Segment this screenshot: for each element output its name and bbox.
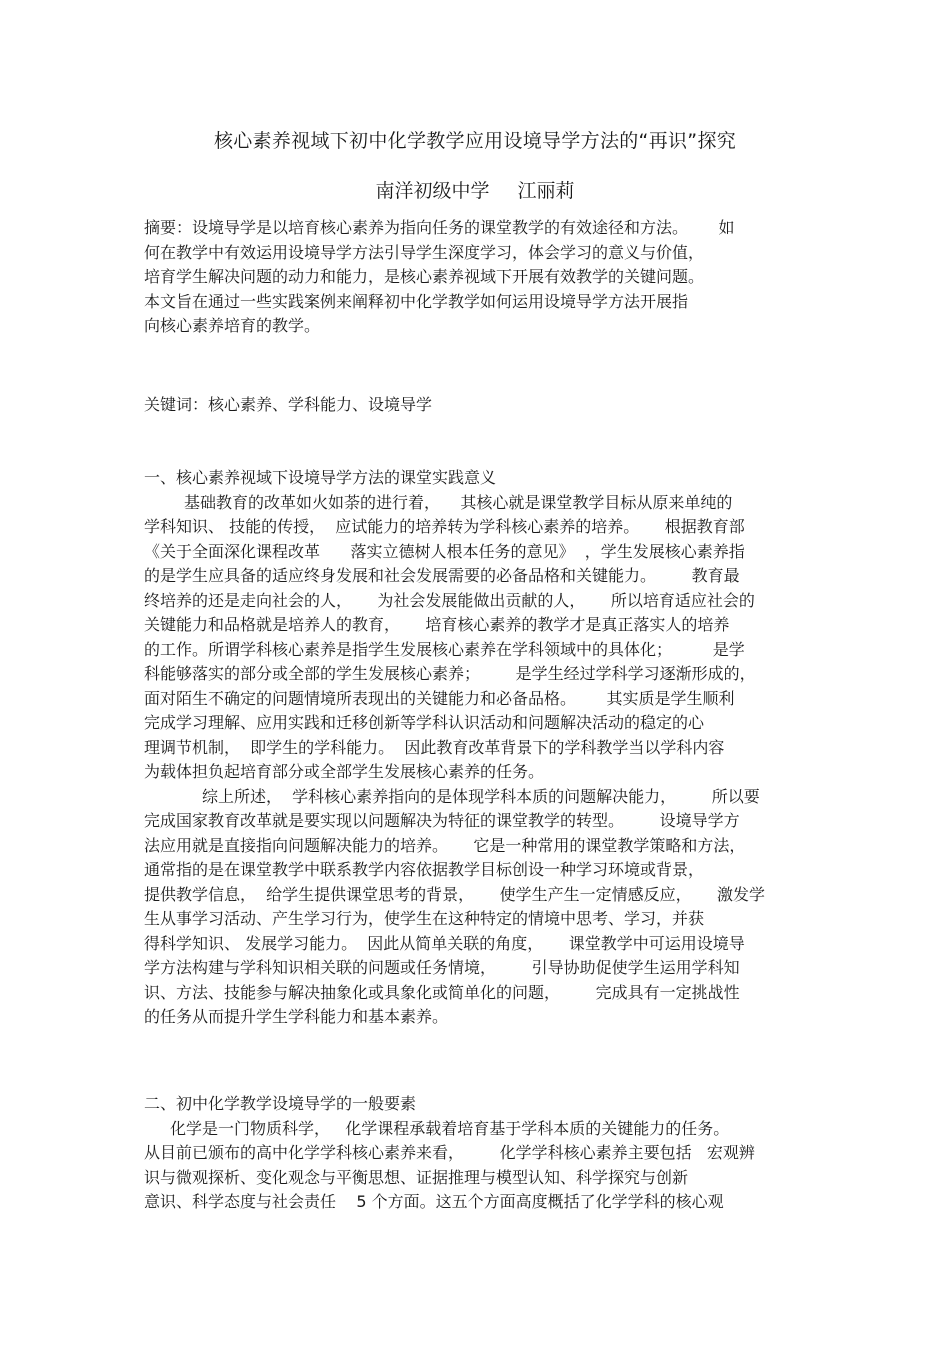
paragraph-line: 的是学生应具备的适应终身发展和社会发展需要的必备品格和关键能力。 教育最 — [144, 566, 740, 585]
paragraph-line: 识与微观探析、变化观念与平衡思想、证据推理与模型认知、科学探究与创新 — [144, 1167, 689, 1187]
paragraph-line: 提供教学信息， 给学生提供课堂思考的背景， 使学生产生一定情感反应， 激发学 — [144, 884, 766, 904]
paragraph-line: 基础教育的改革如火如荼的进行着， 其核心就是课堂教学目标从原来单纯的 — [184, 492, 733, 512]
abstract-line: 摘要：设境导学是以培育核心素养为指向任务的课堂教学的有效途径和方法。 如 — [144, 218, 735, 237]
section-1-heading: 一、核心素养视域下设境导学方法的课堂实践意义 — [144, 468, 497, 487]
keywords — [144, 393, 814, 418]
paragraph-line: 终培养的还是走向社会的人， 为社会发展能做出贡献的人， 所以培育适应社会的 — [144, 590, 755, 610]
paragraph-line: 学方法构建与学科知识相关联的问题或任务情境， 引导协助促使学生运用学科知 — [144, 958, 740, 977]
paragraph-line: 的工作。所谓学科核心素养是指学生发展核心素养在学科领域中的具体化； 是学 — [144, 639, 745, 659]
paragraph-line: 生从事学习活动、产生学习行为，使学生在这种特定的情境中思考、学习，并获 — [144, 909, 705, 928]
paragraph-line: 得科学知识、 发展学习能力。 因此从简单关联的角度， 课堂教学中可运用设境导 — [144, 933, 745, 953]
paragraph-line: 理调节机制， 即学生的学科能力。 因此教育改革背景下的学科教学当以学科内容 — [144, 737, 725, 757]
abstract — [144, 216, 814, 339]
paragraph-line: 化学是一门物质科学， 化学课程承载着培育基于学科本质的关键能力的任务。 — [170, 1118, 730, 1138]
paragraph-line: 识、方法、技能参与解决抽象化或具象化或简单化的问题， 完成具有一定挑战性 — [144, 982, 740, 1002]
paragraph-line: 学科知识、 技能的传授， 应试能力的培养转为学科核心素养的培养。 根据教育部 — [144, 517, 745, 536]
keywords-line: 关键词：核心素养、学科能力、设境导学 — [144, 395, 433, 414]
paragraph-line: 科能够落实的部分或全部的学生发展核心素养； 是学生经过学科学习逐渐形成的， — [144, 664, 756, 683]
paragraph-line: 为载体担负起培育部分或全部学生发展核心素养的任务。 — [144, 762, 545, 781]
paragraph-line: 意识、科学态度与社会责任 5 个方面。这五个方面高度概括了化学学科的核心观 — [144, 1192, 724, 1211]
abstract-line: 培育学生解决问题的动力和能力，是核心素养视域下开展有效教学的关键问题。 — [144, 267, 705, 286]
paragraph-line: 完成学习理解、应用实践和迁移创新等学科认识活动和问题解决活动的稳定的心 — [144, 713, 705, 732]
author-line — [0, 178, 950, 204]
section-2 — [144, 1092, 814, 1215]
paragraph-line: 从目前已颁布的高中化学学科核心素养来看， 化学学科核心素养主要包括 宏观辨 — [144, 1143, 755, 1162]
paragraph-line: 面对陌生不确定的问题情境所表现出的关键能力和必备品格。 其实质是学生顺利 — [144, 688, 735, 708]
section-2-heading: 二、初中化学教学设境导学的一般要素 — [144, 1094, 417, 1113]
abstract-line: 何在教学中有效运用设境导学方法引导学生深度学习，体会学习的意义与价值， — [144, 242, 705, 262]
paragraph-line: 法应用就是直接指向问题解决能力的培养。 它是一种常用的课堂教学策略和方法， — [144, 835, 746, 855]
abstract-line: 向核心素养培育的教学。 — [144, 316, 321, 335]
section-1 — [144, 466, 814, 1030]
abstract-line: 本文旨在通过一些实践案例来阐释初中化学教学如何运用设境导学方法开展指 — [144, 291, 689, 311]
document-title: 核心素养视域下初中化学教学应用设境导学方法的“再识”探究 — [213, 130, 737, 152]
paragraph-line: 的任务从而提升学生学科能力和基本素养。 — [144, 1007, 449, 1026]
paragraph-line: 通常指的是在课堂教学中联系教学内容依据教学目标创设一种学习环境或背景， — [144, 860, 705, 879]
author-name: 江丽莉 — [517, 180, 575, 202]
paragraph-line: 综上所述， 学科核心素养指向的是体现学科本质的问题解决能力， 所以要 — [202, 786, 760, 806]
author-school: 南洋初级中学 — [375, 180, 490, 202]
paragraph-line: 完成国家教育改革就是要实现以问题解决为特征的课堂教学的转型。 设境导学方 — [144, 811, 740, 830]
paragraph-line: 《关于全面深化课程改革 落实立德树人根本任务的意见》 ，学生发展核心素养指 — [144, 541, 745, 561]
paragraph-line: 关键能力和品格就是培养人的教育， 培育核心素养的教学才是真正落实人的培养 — [144, 615, 730, 634]
